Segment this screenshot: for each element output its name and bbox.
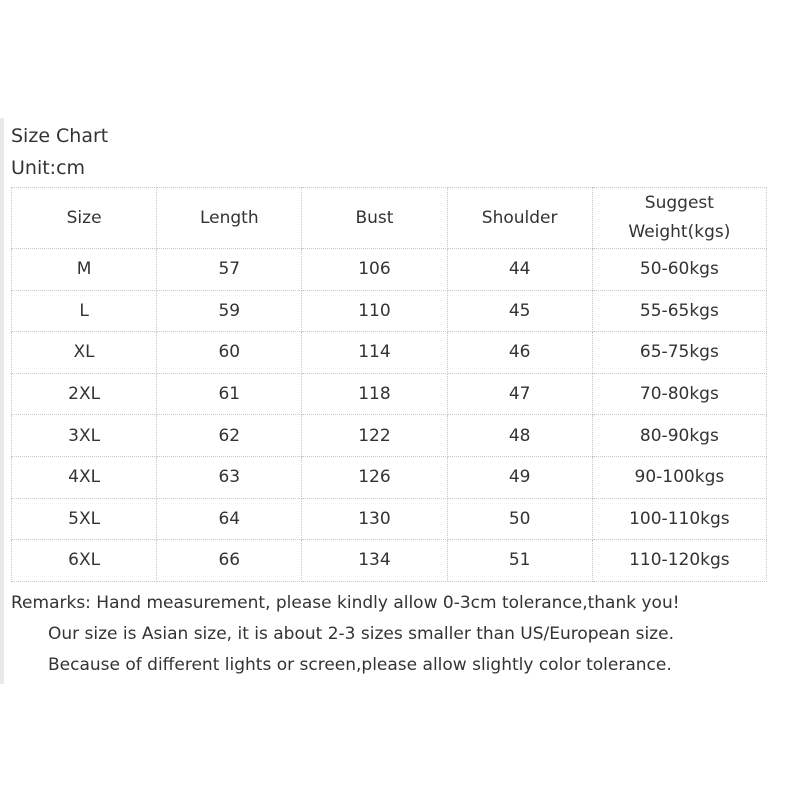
table-row — [12, 498, 767, 540]
cell-bust: 134 — [302, 540, 447, 582]
cell-weight: 80-90kgs — [592, 415, 766, 457]
table-row — [12, 290, 767, 332]
remark-line: Because of different lights or screen,please allow slightly color tolerance. — [48, 655, 672, 675]
cell-weight: 110-120kgs — [592, 540, 766, 582]
remarks-block — [11, 588, 791, 681]
cell-size: L — [12, 290, 157, 332]
cell-length: 61 — [157, 373, 302, 415]
cell-shoulder: 50 — [447, 498, 592, 540]
cell-weight: 70-80kgs — [592, 373, 766, 415]
table-row — [12, 249, 767, 291]
header-shoulder: Shoulder — [447, 188, 592, 249]
header-weight-line1: Suggest — [644, 193, 714, 213]
cell-weight: 50-60kgs — [592, 249, 766, 291]
cell-shoulder: 45 — [447, 290, 592, 332]
table-row — [12, 332, 767, 374]
left-edge-bar — [0, 118, 4, 684]
cell-length: 64 — [157, 498, 302, 540]
cell-bust: 118 — [302, 373, 447, 415]
cell-size: M — [12, 249, 157, 291]
size-chart-table — [11, 187, 767, 582]
header-length: Length — [157, 188, 302, 249]
header-bust: Bust — [302, 188, 447, 249]
cell-bust: 126 — [302, 456, 447, 498]
header-size: Size — [12, 188, 157, 249]
cell-size: 2XL — [12, 373, 157, 415]
cell-weight: 65-75kgs — [592, 332, 766, 374]
cell-bust: 110 — [302, 290, 447, 332]
cell-weight: 100-110kgs — [592, 498, 766, 540]
cell-shoulder: 51 — [447, 540, 592, 582]
cell-length: 66 — [157, 540, 302, 582]
cell-bust: 106 — [302, 249, 447, 291]
remark-line: Remarks: Hand measurement, please kindly allow 0-3cm tolerance,thank you! — [11, 593, 680, 613]
cell-bust: 130 — [302, 498, 447, 540]
cell-length: 62 — [157, 415, 302, 457]
cell-size: 5XL — [12, 498, 157, 540]
cell-shoulder: 49 — [447, 456, 592, 498]
cell-bust: 114 — [302, 332, 447, 374]
remark-line: Our size is Asian size, it is about 2-3 sizes smaller than US/European size. — [48, 624, 674, 644]
cell-size: 4XL — [12, 456, 157, 498]
table-row — [12, 456, 767, 498]
cell-weight: 55-65kgs — [592, 290, 766, 332]
cell-shoulder: 44 — [447, 249, 592, 291]
page-title: Size Chart — [11, 125, 109, 147]
unit-label: Unit:cm — [11, 157, 86, 179]
cell-weight: 90-100kgs — [592, 456, 766, 498]
cell-length: 60 — [157, 332, 302, 374]
cell-shoulder: 46 — [447, 332, 592, 374]
table-row — [12, 373, 767, 415]
cell-length: 59 — [157, 290, 302, 332]
header-weight-line2: Weight(kgs) — [628, 222, 731, 242]
cell-shoulder: 48 — [447, 415, 592, 457]
cell-size: 3XL — [12, 415, 157, 457]
cell-shoulder: 47 — [447, 373, 592, 415]
header-suggest-weight — [592, 188, 766, 249]
cell-size: 6XL — [12, 540, 157, 582]
table-row — [12, 415, 767, 457]
table-header-row — [12, 188, 767, 249]
cell-size: XL — [12, 332, 157, 374]
table-row — [12, 540, 767, 582]
cell-length: 57 — [157, 249, 302, 291]
cell-length: 63 — [157, 456, 302, 498]
cell-bust: 122 — [302, 415, 447, 457]
